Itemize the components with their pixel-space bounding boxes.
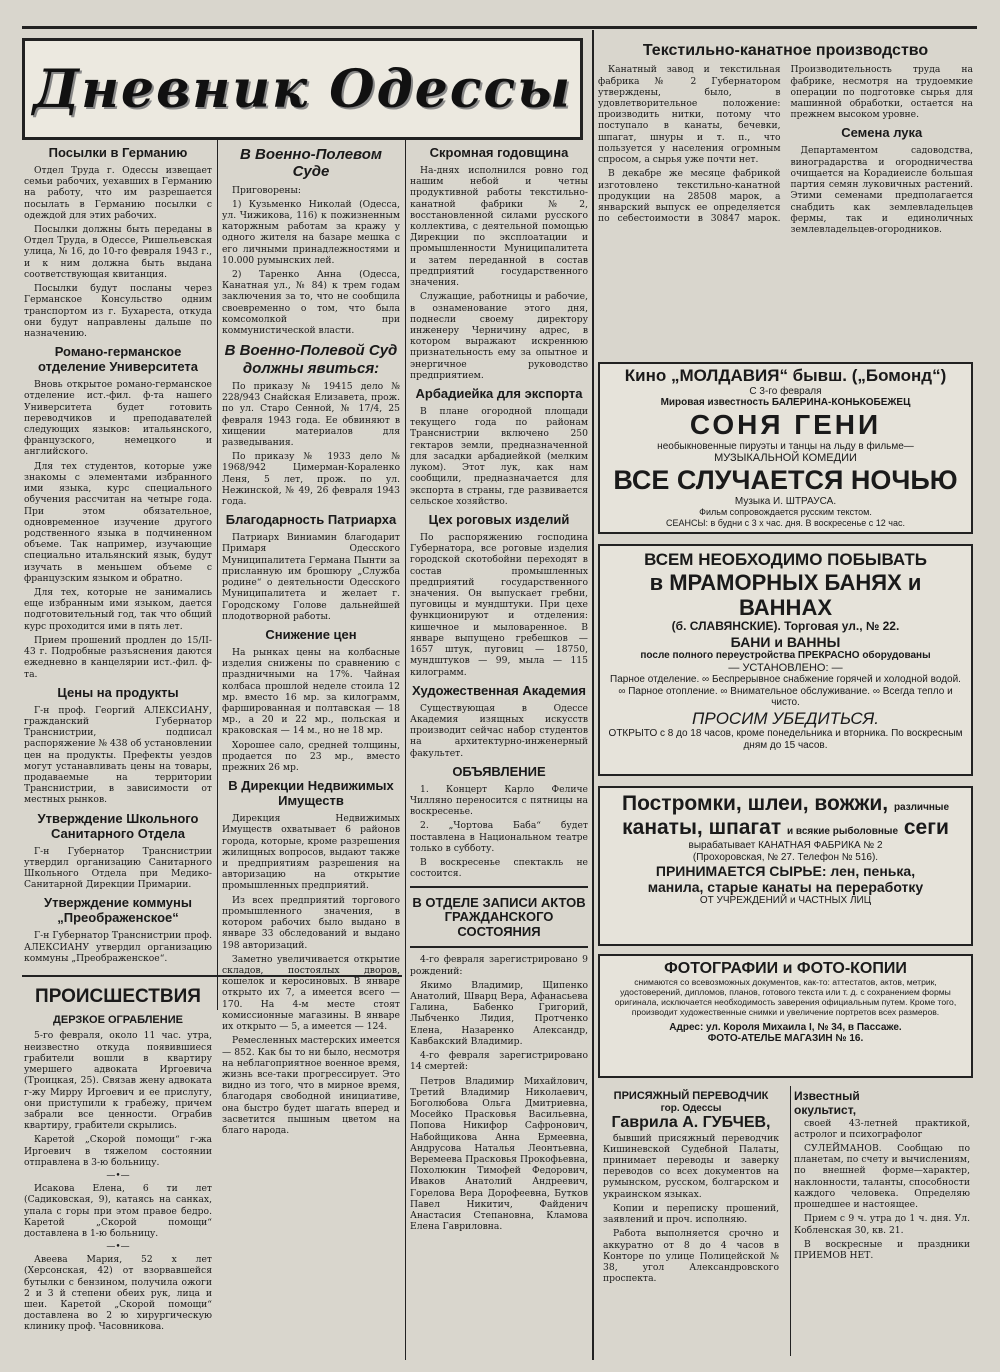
cinema-ad (598, 362, 973, 534)
occultist-ad (790, 1086, 973, 1356)
article-text: В воскресенье спектакль не состоится. (410, 857, 588, 880)
article-text: Исакова Елена, 6 ти лет (Садиковская, 9), катаясь на санках, упала с горы при этом правое бедро. Каретой „Скорой помощи“ доставлена в 1-ю больницу. (24, 1183, 212, 1239)
headline: Романо-германское отделение Университета (38, 344, 198, 375)
ad-line-aside: различные (893, 802, 950, 813)
ad-line: Мировая известность БАЛЕРИНА-КОНЬКОБЕЖЕЦ (660, 397, 911, 409)
ad-line: (Прохоровская, № 27. Телефон № 516). (692, 851, 879, 863)
ad-line: ПРИСЯЖНЫЙ ПЕРЕВОДЧИК (613, 1090, 769, 1102)
column-rule (592, 30, 594, 1360)
ad-line: гор. Одессы (660, 1102, 722, 1114)
ad-line: СОНЯ ГЕНИ (689, 408, 882, 440)
article-text: По приказу № 1933 дело № 1968/942 Цимерман-Кораленко Леня, 5 лет, прож. по ул. Нежинской, № 49, 26 февраля 1943 года. (222, 451, 400, 508)
ad-line: С 3-го февраля (749, 385, 822, 397)
headline: ОБЪЯВЛЕНИЕ (452, 763, 546, 779)
ad-line: ВСЕ СЛУЧАЕТСЯ НОЧЬЮ (613, 464, 958, 495)
masthead-title: Дневник Одессы (32, 58, 573, 120)
ad-line: снимаются со всевозможных документов, как-то: аттестатов, актов, метрик, удостоверений, дипломов, планов, готового текста или т. д. с сохранением формы оригинала, исключается необходимость заверения официальным путем. Кроме того, производит художественные снимки и увеличение портретов всех размеров. (614, 977, 957, 1018)
ad-line: Музыка И. ШТРАУСА. (734, 495, 837, 507)
ad-line (606, 816, 965, 840)
article-text: На рынках цены на колбасные изделия снижены по сравнению с праздничными на 17%. Чайная колбаса прошлой неделе стоила 12 мр. вместо 16 мр. за килограмм, фаршированная и полтавская — 18 мр., а 20 и 22 мр., польская и краковская — 14 м., но не 18 мр. (222, 646, 400, 737)
column-2 (222, 140, 400, 1360)
article-text: Посылки должны быть переданы в Отдел Труда, в Одессе, Ришельевская улица, № 16, до 10-го февраля 1943 г., и к ним должна быть выдана соответствующая квитанция. (24, 224, 212, 280)
article-text: Петров Владимир Михайлович, Третий Владимир Николаевич, Боголюбова Ольга Дмитриевна, Мосейко Прасковья Васильевна, Попова Никифор Сафронович, Набойщикова Анна Ермеевна, Андрусова Наталья Леонтьевна, Веремеева Прасковья Прокофьевна, Похолюкин Тимофей Федорович, Иваков Анатолий Андреевич, Горелова Вера Дорофеевна, Бутков Павел Никитич, Файденич Анастасия Степановна, Кламова Елена Гавриловна. (410, 1075, 588, 1233)
article-text: Для тех студентов, которые уже знакомы с элементами избранного ими языка, курс специального обучения рассчитан на четыре года. При этом обязательное, одновременное изучение другого родственного языка в подчиненном объеме. Так например, изучающие специально итальянский язык, будут изучать в меньшем объеме с французским языком и обратно. (24, 460, 212, 584)
ad-line: МУЗЫКАЛЬНОЙ КОМЕДИИ (714, 452, 857, 465)
ad-line: после полного переустройства ПРЕКРАСНО оборудованы (640, 650, 931, 662)
headline: Арбадиейка для экспорта (415, 386, 583, 402)
article-text: Работа выполняется срочно и аккуратно от 8 до 4 часов в Конторе по улице Полицейской № 38, угол Александровского проспекта. (603, 1228, 779, 1285)
headline: Утверждение Школьного Санитарного Отдела (37, 810, 199, 841)
article-text: Вновь открытое романо-германское отделение ист.-фил. ф-та нашего Университета будет готовить переводчиков и преподавателей следующих языков: итальянского, французского, немецкого и английского. (24, 379, 212, 458)
article-text: Дирекция Недвижимых Имуществ охватывает 6 районов города, которые, кроме разрешения жилищных вопросов, выдают также и предприятиям разрешения на авторизацию на открытие промышленных предприятий. (222, 813, 400, 892)
article-text: Заметно увеличивается открытие складов, постоялых дворов, кошелок и керосиновых. В январе открыто их 7, а имеется всего — 170. На 4-м месте стоят комиссионные магазины. В январе их открыто — 5, а имеется — 124. (222, 953, 400, 1033)
ad-line: БАНИ и ВАННЫ (730, 633, 841, 650)
ad-line-aside: и всякие рыболовные (787, 826, 899, 838)
article-text: 5-го февраля, около 11 час. утра, неизвестно откуда появившиеся грабители вошли в квартиру умершего адвоката Иргоевича (Троицкая, 25). Связав жену адвоката г-жу Мирру Иргоевич и ее прислугу, они приступили к грабежу, причем забрали все ценности. Ограбив квартиру, грабители скрылись. (24, 1030, 212, 1132)
article-text: Служащие, работницы и рабочие, в ознаменование этого дня, поднесли своему директору инженеру Черничину адрес, в котором выражают искреннюю признательность ему за опытное и энергичное руководство предприятием. (410, 291, 588, 381)
ad-line: ПРИНИМАЕТСЯ СЫРЬЕ: лен, пенька, (655, 863, 916, 880)
ad-line: ПРОСИМ УБЕДИТЬСЯ. (692, 708, 879, 728)
article-text: В декабре же месяце фабрикой изготовлено текстильно-канатной продукции на 28508 марок, а январский выпуск ее определяется по себестоимости в 30847 марок. Производительность труда на фабрике, несмотря на трудоемкие операции по подготовке сырья для машинной обработки, остается на прежнем высоком уровне. (598, 64, 973, 225)
article-text: 2) Таренко Анна (Одесса, Канатная ул., № 84) к трем годам заключения за то, что не сообщила своевременно о том, что была комсомолкой при коммунистической власти. (222, 269, 400, 337)
column-1 (24, 140, 212, 1360)
ad-line: ОТКРЫТО с 8 до 18 часов, кроме понедельника и вторника. По воскресным дням до 15 часов. (608, 728, 963, 751)
section-title: В ОТДЕЛЕ ЗАПИСИ АКТОВ ГРАЖДАНСКОГО СОСТОЯНИЯ (412, 894, 586, 940)
article-text: Г-н Губернатор Транснистрии проф. АЛЕКСИАНУ утвердил организацию коммуны „Преображенское“. (24, 930, 212, 964)
ad-line: окультист, (794, 1102, 857, 1117)
article-text: Г-н проф. Георгий АЛЕКСИАНУ, гражданский Губернатор Транснистрии, подписал распоряжение № 438 об установлении цен на продукты. Префекты уездов могут устанавливать цены на товары, продаваемые на территории Транснистрии, в зависимости от местных рынков. (24, 704, 212, 806)
ad-line: Фильм сопровождается русским текстом. (699, 507, 872, 518)
headline: В Военно-Полевой Суд должны явиться: (224, 342, 398, 377)
headline: Семена лука (841, 125, 923, 141)
section-title: ПРОИСШЕСТВИЯ (35, 985, 201, 1007)
article-text: Хорошее сало, средней толщины, продается по 23 мр., вместо прежних 26 мр. (222, 739, 400, 774)
baths-ad (598, 544, 973, 776)
headline: Скромная годовщина (429, 145, 569, 160)
ad-line: Парное отделение. ∞ Беспрерывное снабжение горячей и холодной водой. ∞ Парное отопление. ∞ Внимательное обслуживание. ∞ Всегда тепло и чисто. (610, 674, 961, 709)
article-text: По приказу № 19415 дело № 228/943 Снайская Елизавета, прож. по ул. Старо Сенной, № 17/4, 25 февраля 1943 года. Ее обвиняют в хищении материалов для разведывания. (222, 380, 400, 448)
article-text: Копии и переписку прошений, заявлений и проч. исполняю. (603, 1202, 779, 1226)
article-text: Канатный завод и текстильная фабрика № 2 Губернатором утверждены, было, в удовлетворительное положение: производить нитки, потому что поступало в канаты, бечевки, шпагат, шнуры и т. п., что пользуется у населения огромным спросом, а сырья уже почти нет. (598, 64, 781, 166)
ad-line: Кино „МОЛДАВИЯ“ бывш. („Бомонд“) (624, 366, 947, 385)
article-text: Отдел Труда г. Одессы извещает семьи рабочих, уехавших в Германию на работу, что им разрешается посылать в Германию посылки с одеждой для этих рабочих. (24, 164, 212, 221)
ad-line-main: Постромки, шлеи, вожжи, (621, 792, 889, 815)
article-text: Существующая в Одессе Академия изящных искусств производит сейчас набор студентов на архитектурно-инженерный факультет. (410, 702, 588, 759)
ad-line: ФОТОГРАФИИ и ФОТО-КОПИИ (664, 960, 907, 977)
article-text: СУЛЕЙМАНОВ. Сообщаю по планетам, по счету и вычислениям, по внешней форме—характер, наклонности, таланты, способности каждого человека. Определяю прошедшее и настоящее. (794, 1143, 970, 1211)
article-text: 1) Кузьменко Николай (Одесса, ул. Чижикова, 116) к пожизненным каторжным работам за кражу у одного жителя на базаре мешка с его личными принадлежностями и 10.000 румынских лей. (222, 198, 400, 266)
subheadline: ДЕРЗКОЕ ОГРАБЛЕНИЕ (53, 1013, 183, 1026)
article-text: бывший присяжный переводчик Кишиневской Судебной Палаты, принимает переводы и заверку переводов со всех документов на румынском, русском, болгарском и украинском языках. (603, 1132, 779, 1200)
photo-ad (598, 954, 973, 1078)
article-text: В плане огородной площади текущего года по районам Транснистрии включено 250 гектаров земли, предназначенной для засадки арбадиейкой (мелким луком). Этот лук, как нам сообщили, предназначается для экспорта в страны, где развивается сельское хозяйство. (410, 406, 588, 507)
article-text: По распоряжению господина Губернатора, все роговые изделия городской скотобойни переходят в состав промышленных предприятий государственного значения. Он выпускает гребни, пуговицы и мундштуки. При цехе функционируют и отделения: кишечное и мыловаренное. В январе выпущено гребешков — 1657 штук, пуговиц — 18750, мундштуков — 99, мыла — 115 килограмм. (410, 531, 588, 678)
article-text: Авеева Мария, 52 х лет (Херсонская, 42) от взорвавшейся бутылки с бензином, получила ожоги 2 и 3 й степени обеих рук, лица и шеи. Каретой „Скорой помощи“ доставлена во 2 ю хирургическую клинику проф. Часовникова. (24, 1254, 212, 1333)
ad-line: СЕАНСЫ: в будни с 3 х час. дня. В воскресенье с 12 час. (666, 517, 905, 528)
ad-line-main: сеги (903, 816, 949, 840)
article-text: Посылки будут посланы через Германское Консульство одним транспортом из г. Бухареста, откуда они будут направлены дальше по назначению. (24, 283, 212, 339)
separator: —•— (106, 1242, 130, 1253)
headline: Цех роговых изделий (428, 512, 570, 527)
masthead (22, 38, 583, 140)
article-text: Прием прошений продлен до 15/II-43 г. Подробные разъяснения даются ежедневно в канцелярии ист.-фил. ф-та. (24, 634, 212, 680)
headline: Снижение цен (265, 626, 357, 642)
article-text: 1. Концерт Карло Феличе Чилляно переносится с пятницы на воскресенье. (410, 783, 588, 818)
ad-line: Гаврила А. ГУБЧЕВ, (611, 1114, 771, 1132)
ad-line: Адрес: ул. Короля Михаила I, № 34, в Пассаже. (669, 1021, 902, 1033)
ad-line: ФОТО-АТЕЛЬЕ МАГАЗИН № 16. (707, 1033, 864, 1045)
headline: Художественная Академия (412, 682, 586, 698)
separator: —•— (106, 1171, 130, 1182)
section-box (410, 886, 588, 949)
headline: Посылки в Германию (48, 145, 188, 160)
column-4 (598, 36, 973, 358)
ad-line: (б. СЛАВЯНСКИЕ). Торговая ул., № 22. (671, 619, 900, 634)
article-text: 4-го февраля зарегистрировано 9 рождений: (410, 954, 588, 977)
article-text: своей 43-летней практикой, астролог и психографолог (794, 1117, 970, 1140)
article-text: Ремесленных мастерских имеется — 852. Как бы то ни было, несмотря на неблагоприятное военное время, жизнь все-таки прогрессирует. Это видно из того, что в мирное время, благодаря свободной инициативе, она быстро будет шагать вперед и засветится пышным цветом на благо народа. (222, 1035, 400, 1137)
headline: Утверждение коммуны „Преображенское“ (43, 895, 192, 926)
article-text: Г-н Губернатор Транснистрии утвердил организацию Санитарного Школьного Отдела при Медико-Санитарной Дирекции Примарии. (24, 845, 212, 891)
column-rule (217, 140, 218, 1010)
ad-line: необыкновенные пируэты и танцы на льду в фильме— (657, 440, 914, 452)
article-text: Для тех, которые не занимались еще избранным ими языком, дается подготовительный год, так что общий курс проходится ими в пять лет. (24, 587, 212, 632)
article-text: Якимо Владимир, Щипенко Анатолий, Шварц Вера, Афанасьева Галина, Бабенко Григорий, Лыбченко Лидия, Протченко Елена, Назаренко Александр, Кавбакский Владимир. (410, 979, 588, 1047)
ad-line: вырабатывает КАНАТНАЯ ФАБРИКА № 2 (688, 840, 883, 852)
article-text: Департаментом садоводства, виноградарства и огородничества очищается на Корадиеисле большая партия семян луковичных растений. Этими семенами предполагается снабдить как землевладельцев фермы, так и единоличных землевладельцев-огородников. (790, 145, 973, 235)
ad-line (606, 792, 965, 816)
article-text: Каретой „Скорой помощи“ г-жа Иргоевич в тяжелом состоянии отправлена в 3-ю больницу. (24, 1134, 212, 1168)
article-text: Прием с 9 ч. утра до 1 ч. дня. Ул. Кобленская 30, кв. 21. (794, 1213, 970, 1236)
headline: Текстильно-канатное производство (642, 42, 929, 59)
article-text: 2. „Чортова Баба“ будет поставлена в Национальном театре только в субботу. (410, 820, 588, 854)
article-text: Патриарх Виниамин благодарит Примаря Одесского Муниципалитета Германа Пынти за присланную им брошюру „Служба родине“ о деятельности Одесского Муниципалитета и желает г. Городскому Голове дальнейшей плодотворной работы. (222, 532, 400, 622)
headline: Благодарность Патриарха (225, 512, 397, 528)
rope-factory-ad (598, 786, 973, 946)
ad-line: ВСЕМ НЕОБХОДИМО ПОБЫВАТЬ (644, 550, 927, 569)
top-rule (22, 26, 977, 29)
ad-line: — УСТАНОВЛЕНО: — (728, 661, 843, 674)
translator-ad (598, 1086, 784, 1356)
article-text: В воскресные и праздники ПРИЕМОВ НЕТ. (794, 1238, 970, 1261)
ad-line-main: канаты, шпагат (622, 816, 782, 840)
article-text: Из всех предприятий торгового промышленного значения, в котором рабочих было выдано в январе 33 обследований и выдано 198 авторизаций. (222, 894, 400, 951)
ad-line: Известный (794, 1089, 860, 1103)
column-3 (410, 140, 588, 1360)
article-text: На-днях исполнился ровно год нашим небой и четны продуктивной работы текстильно-канатной фабрики №2, восстановленной силами русского коллектива, с деятельной помощью Дирекции по эксплоатации и промышленности Муниципалитета и затем переданной в состав предприятий государственного значения. (410, 164, 588, 289)
article-text: 4-го февраля зарегистрировано 14 смертей: (410, 1050, 588, 1073)
column-rule (405, 140, 406, 1360)
headline: В Военно-Полевом Суде (240, 146, 382, 181)
headline: Цены на продукты (57, 684, 179, 700)
article-text: Приговорены: (232, 184, 301, 196)
ad-line: в МРАМОРНЫХ БАНЯХ и ВАННАХ (649, 569, 922, 620)
headline: В Дирекции Недвижимых Имуществ (228, 778, 394, 809)
ad-line: манила, старые канаты на переработку (647, 879, 924, 896)
ad-line: ОТ УЧРЕЖДЕНИЙ и ЧАСТНЫХ ЛИЦ (699, 895, 872, 907)
